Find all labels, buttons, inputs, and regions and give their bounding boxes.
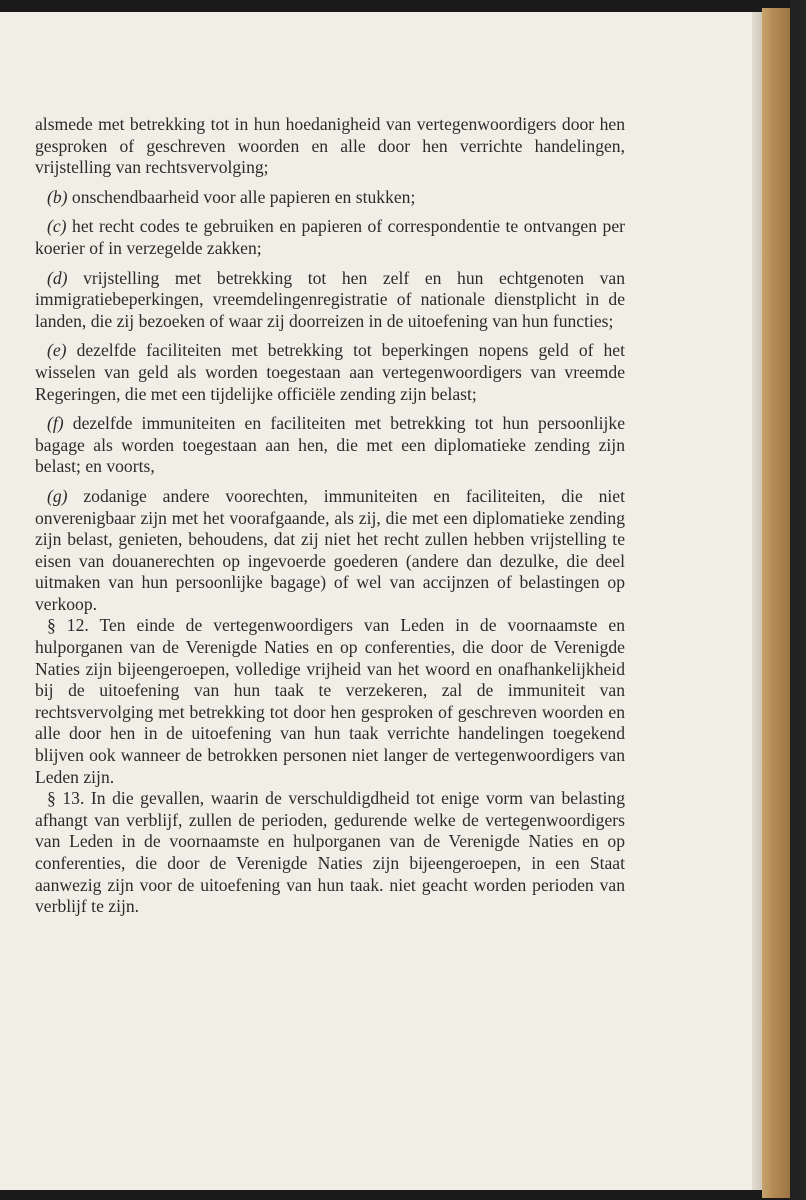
section-text: Ten einde de vertegenwoordigers van Leden in de voornaamste en hulporganen van de Verenigde Naties en op conferenties, die door de Verenigde Naties zijn bijeengeroepen, volledige vrijheid van het woord en onafhankelijkheid bij de uitoefening van hun taak te verzekeren, zal de immuniteit van rechtsvervolging met betrekking tot door hen gesproken of geschreven woorden en alle door hen in de uitoefening van hun taak verrichte handelingen toegekend blijven ook wanneer de betrokken personen niet langer de vertegenwoordigers van Leden zijn. (35, 615, 625, 787)
list-item-e (35, 340, 625, 405)
paragraph-text: alsmede met betrekking tot in hun hoedanigheid van vertegenwoordigers door hen gesproken of geschreven woorden en alle door hen verrichte handelingen, vrijstelling van rechtsvervolging; (35, 114, 625, 178)
list-item-f (35, 413, 625, 478)
item-marker: (f) (47, 413, 64, 434)
page-edge-shadow (752, 12, 762, 1190)
paragraph-continuation (35, 114, 625, 179)
list-item-c (35, 216, 625, 259)
list-item-b (35, 187, 625, 209)
section-12 (35, 615, 625, 788)
section-text: In die gevallen, waarin de verschuldigdheid tot enige vorm van belasting afhangt van verblijf, zullen de perioden, gedurende welke de vertegenwoordigers van Leden in de voornaamste en hulporganen van de Verenigde Naties en op conferenties, die door de Verenigde Naties zijn bijeengeroepen, in een Staat aanwezig zijn voor de uitoefening van hun taak. niet geacht worden perioden van verblijf te zijn. (35, 788, 626, 917)
section-13 (35, 788, 625, 918)
item-text: dezelfde faciliteiten met betrekking tot beperkingen nopens geld of het wisselen van geld als worden toegestaan aan vertegenwoordigers van vreemde Regeringen, die met een tijdelijke officiële zending zijn belast; (35, 340, 625, 404)
item-text: vrijstelling met betrekking tot hen zelf en hun echtgenoten van immigratiebeperkingen, vreemdelingenregistratie of nationale dienstplicht in de landen, die zij bezoeken of waar zij doorreizen in de uitoefening van hun functies; (35, 267, 625, 331)
list-item-d (35, 268, 625, 333)
item-text: onschendbaarheid voor alle papieren en stukken; (71, 186, 416, 207)
section-marker: § 13. (47, 788, 85, 809)
item-marker: (b) (47, 186, 68, 207)
item-text: het recht codes te gebruiken en papieren of correspondentie te ontvangen per koerier of in verzegelde zakken; (35, 216, 625, 258)
item-text: zodanige andere voorechten, immuniteiten en faciliteiten, die niet onverenigbaar zijn met het voorafgaande, als zij, die met een diplomatieke zending zijn belast, genieten, behoudens, dat zij niet het recht zullen hebben vrijstelling te eisen van douanerechten op ingevoerde goederen (andere dan dezulke, die deel uitmaken van hun persoonlijke bagage) of wel van accijnzen of belastingen op verkoop. (35, 485, 625, 614)
item-marker: (g) (47, 485, 68, 506)
item-marker: (c) (47, 216, 67, 237)
section-marker: § 12. (47, 615, 89, 636)
list-item-g (35, 486, 625, 616)
item-marker: (e) (47, 340, 67, 361)
scan-border (790, 0, 806, 1200)
item-text: dezelfde immuniteiten en faciliteiten met betrekking tot hun persoonlijke bagage als worden toegestaan aan hen, die met een diplomatieke zending zijn belast; en voorts, (35, 413, 625, 477)
book-spine (762, 8, 790, 1198)
item-marker: (d) (47, 267, 68, 288)
body-text (35, 114, 625, 918)
